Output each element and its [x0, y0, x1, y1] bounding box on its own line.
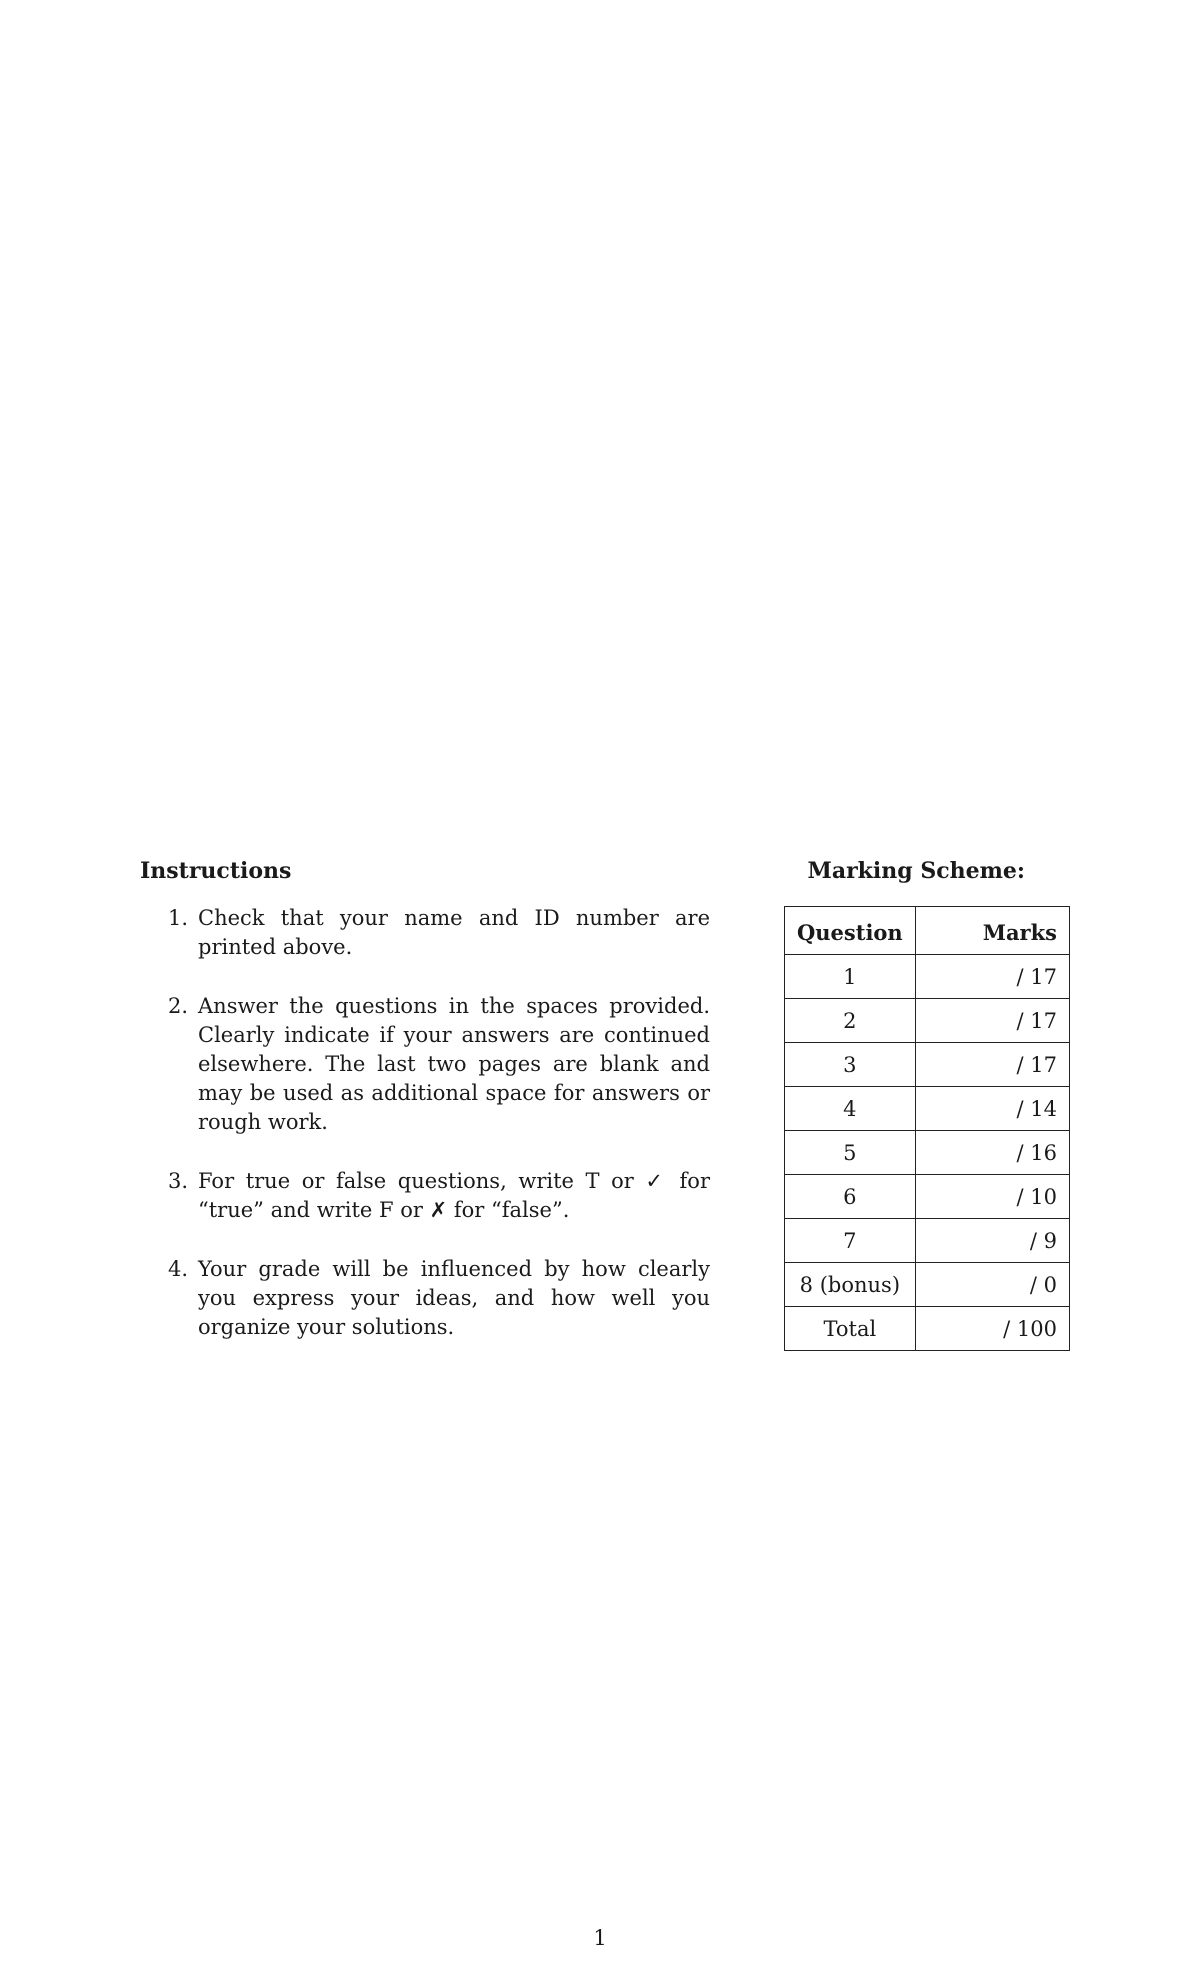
instruction-number: 3. — [168, 1169, 189, 1193]
question-cell: 2 — [785, 999, 916, 1043]
table-row — [785, 999, 1070, 1043]
instruction-number: 2. — [168, 994, 189, 1018]
table-row — [785, 1043, 1070, 1087]
table-row — [785, 1131, 1070, 1175]
question-cell: 8 (bonus) — [785, 1263, 916, 1307]
instructions-section — [140, 856, 710, 1372]
marks-cell: / 16 — [915, 1131, 1069, 1175]
page-number: 1 — [593, 1926, 607, 1950]
marking-scheme-heading: Marking Scheme: — [807, 858, 1025, 884]
table-row — [785, 1175, 1070, 1219]
question-cell: 5 — [785, 1131, 916, 1175]
instruction-text: Your grade will be influenced by how clearly you express your ideas, and how well you organize your solutions. — [198, 1257, 710, 1339]
question-column-header: Question — [785, 907, 916, 955]
question-cell: 4 — [785, 1087, 916, 1131]
table-row — [785, 1219, 1070, 1263]
question-cell: 6 — [785, 1175, 916, 1219]
instruction-item — [140, 904, 710, 962]
question-cell: Total — [785, 1307, 916, 1351]
question-cell: 3 — [785, 1043, 916, 1087]
marks-cell: / 9 — [915, 1219, 1069, 1263]
marks-cell: / 0 — [915, 1263, 1069, 1307]
marking-scheme-section — [784, 856, 1070, 1351]
question-cell: 1 — [785, 955, 916, 999]
marks-cell: / 17 — [915, 1043, 1069, 1087]
table-header-row — [785, 907, 1070, 955]
question-cell: 7 — [785, 1219, 916, 1263]
instruction-text: Answer the questions in the spaces provided. Clearly indicate if your answers are continued elsewhere. The last two pages are blank and may be used as additional space for answers or rough work. — [198, 994, 710, 1134]
instructions-list — [140, 904, 710, 1342]
marks-cell: / 10 — [915, 1175, 1069, 1219]
instruction-number: 1. — [168, 906, 189, 930]
instructions-heading: Instructions — [140, 858, 292, 884]
marks-cell: / 17 — [915, 955, 1069, 999]
instruction-item — [140, 1167, 710, 1225]
instruction-text: For true or false questions, write T or ✓ for “true” and write F or ✗ for “false”. — [198, 1169, 710, 1222]
table-row — [785, 1263, 1070, 1307]
instruction-item — [140, 1255, 710, 1342]
table-row-total — [785, 1307, 1070, 1351]
instruction-item — [140, 992, 710, 1137]
marking-scheme-table — [784, 906, 1070, 1351]
marks-cell: / 100 — [915, 1307, 1069, 1351]
table-row — [785, 1087, 1070, 1131]
marks-cell: / 14 — [915, 1087, 1069, 1131]
marks-column-header: Marks — [915, 907, 1069, 955]
instruction-text: Check that your name and ID number are printed above. — [198, 906, 710, 959]
marks-cell: / 17 — [915, 999, 1069, 1043]
instruction-number: 4. — [168, 1257, 189, 1281]
table-row — [785, 955, 1070, 999]
